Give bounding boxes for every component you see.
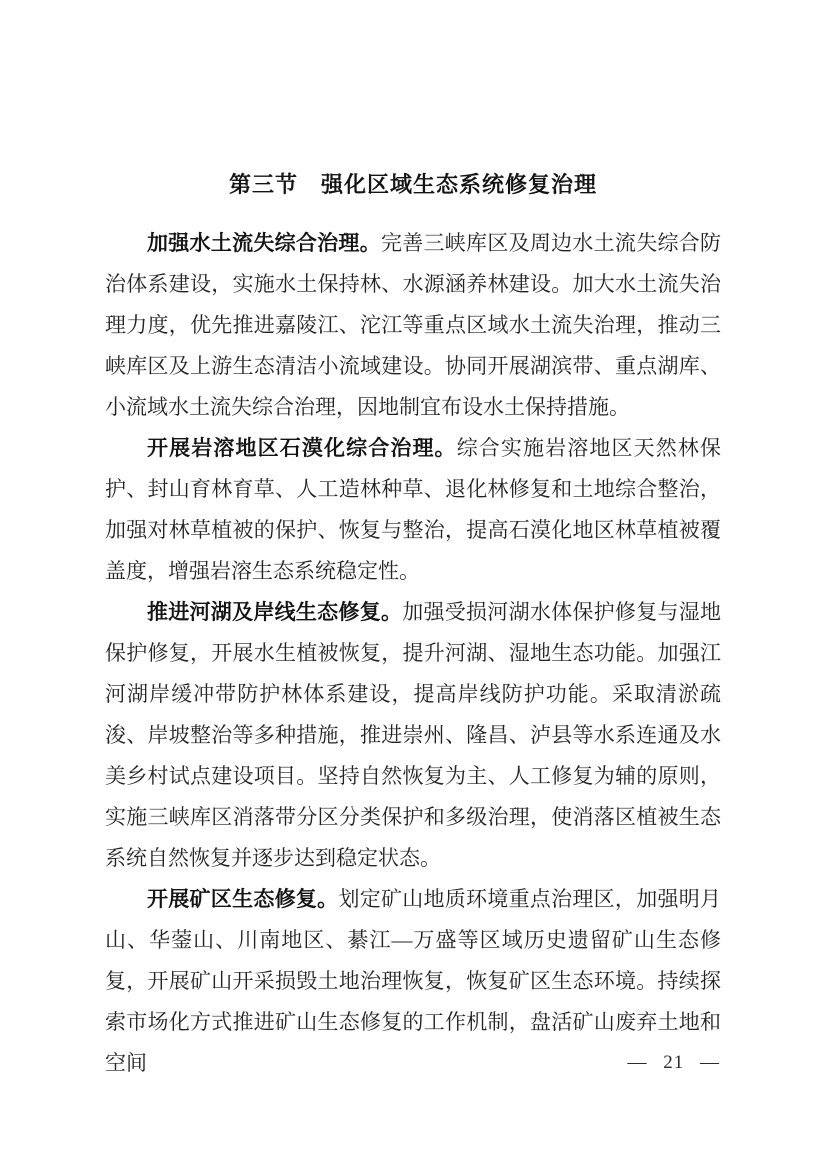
- paragraph-river-lake-restoration: [105, 592, 721, 879]
- page-number: — 21 —: [627, 1052, 720, 1073]
- paragraph-body: 划定矿山地质环境重点治理区，加强明月山、华蓥山、川南地区、綦江—万盛等区域历史遗留矿山生态修复，开展矿山开采损毁土地治理恢复，恢复矿区生态环境。持续探索市场化方式推进矿山生态修复的工作机制，盘活矿山废弃土地和空间: [105, 887, 722, 1075]
- paragraph-body: 综合实施岩溶地区天然林保护、封山育林育草、人工造林种草、退化林修复和土地综合整治，加强对林草植被的保护、恢复与整治，提高石漠化地区林草植被覆盖度，增强岩溶生态系统稳定性。: [105, 436, 722, 583]
- paragraph-lead: 开展矿区生态修复。: [147, 888, 339, 911]
- paragraph-lead: 加强水土流失综合治理。: [147, 232, 381, 255]
- paragraph-rocky-desertification: [105, 428, 721, 592]
- paragraph-lead: 推进河湖及岸线生态修复。: [147, 601, 403, 624]
- document-content: [105, 164, 721, 1084]
- section-title: 第三节 强化区域生态系统修复治理: [228, 172, 597, 197]
- paragraph-body: 完善三峡库区及周边水土流失综合防治体系建设，实施水土保持林、水源涵养林建设。加大水土流失治理力度，优先推进嘉陵江、沱江等重点区域水土流失治理，推动三峡库区及上游生态清洁小流域建设。协同开展湖滨带、重点湖库、小流域水土流失综合治理，因地制宜布设水土保持措施。: [105, 231, 722, 419]
- paragraph-body: 加强受损河湖水体保护修复与湿地保护修复，开展水生植被恢复，提升河湖、湿地生态功能。加强江河湖岸缓冲带防护林体系建设，提高岸线防护功能。采取清淤疏浚、岸坡整治等多种措施，推进崇州、隆昌、泸县等水系连通及水美乡村试点建设项目。坚持自然恢复为主、人工修复为辅的原则，实施三峡库区消落带分区分类保护和多级治理，使消落区植被生态系统自然恢复并逐步达到稳定状态。: [105, 600, 722, 870]
- paragraph-lead: 开展岩溶地区石漠化综合治理。: [147, 437, 457, 460]
- paragraph-soil-erosion: [105, 223, 721, 428]
